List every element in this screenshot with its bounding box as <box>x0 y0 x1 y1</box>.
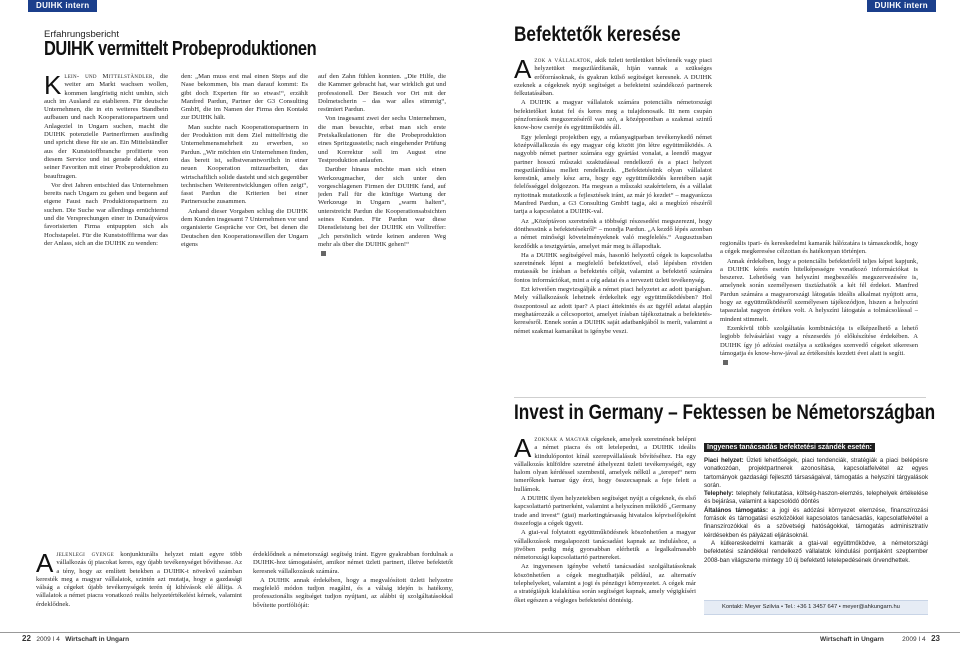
footer <box>820 636 884 643</box>
footer-rule <box>480 632 960 633</box>
article-de-column-2 <box>181 73 308 295</box>
article-hu-cont-column-2 <box>253 551 453 629</box>
sidebar-label: Piaci helyzet: <box>704 457 744 464</box>
paragraph: akik üzleti területüket bővítenék vagy piaci helyzetüket megszilárdítanák, hiján vannak a szükséges erőforrásoknak, és gyakran külső segítséget keresnek. A DUIHK ezeknek a cégeknek nyújt segítséget a befektetni szándékozó partnerek felkutatásában. <box>514 57 712 98</box>
paragraph: A DUIHK ilyen helyzetekben segítséget nyújt a cégeknek, és első kapcsolattartó partnerként, valamint a helyszínen működő „Germany trade and invest“ (gtai) marketingtársaság hivatalos képviselőjeként összefogja a cégek ügyeit. <box>514 495 696 527</box>
paragraph: A DUIHK annak érdekében, hogy a megvalósított üzleti helyzetre megfelelő módon tudjon reagálni, és a válság idején is hatékony, professzionális segítséget tudjon nyújtani, az alábbi új szolgáltatásokkal bővítette portfólióját: <box>253 576 453 609</box>
sidebar-label: Általános támogatás: <box>704 506 768 514</box>
end-mark <box>321 251 326 256</box>
right-page <box>480 0 960 647</box>
issue: 2009 I 4 <box>36 636 60 643</box>
paragraph: Egy jelenlegi projektben egy, a műanyagiparban tevékenykedő német középvállalkozás és egy magyar cég között jön létre együttműködés. A nagyobb német partner számára egy gyártási vonalat, a leendő magyar partner hosszú műszaki szaktudással rendelkező és a piaci helyzet megszilárdítása mellett rendelkezik. „Befektetésünk olyan vállalatot keresünk, amely kész arra, hogy egy együttműködés keretében saját felelősséggel dolgozzon. Ha megvan a műszaki szakértelem, és a vállalat nyitottnak mutatkozik a fejlesztések iránt, az már jó kezdet“ – magyarázza Manfred Pardun, a G3 Consulting GmbH tagja, aki a megbízó részéről tartja a kapcsolatot a DUIHK-val. <box>514 133 712 216</box>
section-tab: DUIHK intern <box>28 0 97 12</box>
paragraph: Ezenkívül több szolgáltatás kombinációja is elképzelhető a lehető legjobb felvásárlási vagy a részesedés jó előkészítése érdekében. A DUIHK így jó adózási osztálya a szükséges szenvedő cégeket sikeresen támogatja és know-how-jával az értékesítés kezdeti évei alatt is segíti. <box>720 324 918 357</box>
end-mark <box>723 360 728 365</box>
lead-in: zoknak a magyar <box>534 436 590 443</box>
article-de-column-1 <box>44 73 168 295</box>
headline-de: DUIHK vermittelt Probeproduktionen <box>44 38 317 60</box>
paragraph: Darüber hinaus möchte man sich einen Werkzeugmacher, der sich unter den vorgeschlagenen Firmen der DUIHK fand, auf jeden Fall für die künftige Wartung der Werkzeuge in Ungarn „warm halten“, unterstreicht Pardun die Kooperationsabsichten seines Kunden. Für Pardun war diese Dienstleistung bei der DUIHK ein Volltreffer: „Ich persönlich würde keinen anderen Weg mehr als über die DUIHK gehen!“ <box>318 166 446 248</box>
sidebar-title: Ingyenes tanácsadás befektetési szándék esetén: <box>704 443 875 452</box>
footer <box>22 634 129 643</box>
page-number: 23 <box>931 634 940 643</box>
headline-invest-in-germany: Invest in Germany – Fektessen be Németországban <box>514 401 936 424</box>
paragraph: Ha a DUIHK segítségével más, hasonló helyzetű cégek is kapcsolatba szeretnének lépni a megfelelő befektetővel, első lépésben röviden mutassák be írásban a befektetés célját, valamint a befektető számára fontos információkat, mint a cég adatai és a tervezett üzleti tevékenység. <box>514 251 712 284</box>
paragraph: Von insgesamt zwei der sechs Unternehmen, die man besuchte, erbat man sich erste Preiskalkulationen für die Probeproduktion eines Spritzgussteils; nach eingehender Prüfung und Korrektur soll im August eine Testproduktion anlaufen. <box>318 115 446 164</box>
info-sidebar <box>704 436 928 629</box>
article-de-column-3 <box>318 73 446 295</box>
paragraph: Annak érdekében, hogy a potenciális befektetőről teljes képet kapjunk, a DUIHK kérés esetén hitelképességre vonatkozó információkat is beszerez. Lehetőség van helyszíni megbeszélés megszervezésére is, amelynek során személyesen tisztázhatók a két fél érdekei. Manfred Pardun számára a magyarországi látogatás ideális alkalmat nyújtott arra, hogy az együttműködésről személyesen tájékozódjon, hiszen a helyszíni tapasztalat nagyon értékes volt. A helyszíni látogatás a tolmácsolással – mindent stimmelt. <box>720 257 918 323</box>
dropcap: A <box>514 436 532 463</box>
footer-right <box>902 634 940 643</box>
lead-in: lein- und Mittelständler, <box>64 73 155 80</box>
paragraph: Az „Középtávon szeretnénk a többségi részesedést megszerezni, hogy dönthessünk a befektetésekről“ – mondja Pardun. „A kezdő lépés azonban a német minőségi követelményeknek való megfelelés.“ Augusztusban kezdődik a tesztgyártás, amelyet már meg is állapodtak. <box>514 217 712 250</box>
sidebar-text: telephely felkutatása, költség-haszon-elemzés, telephelyek értékelése és bejárása, valamint a kapcsolódó döntés <box>704 490 928 506</box>
paragraph: Man suchte nach Kooperationspartnern in der Produktion mit dem Ziel mittelfristig die Unternehmensmehrheit zu erwerben, so Pardun. „Wir möchten ein Unternehmen finden, das bereit ist, selbstverantwortlich in einer neuen Kooperation mitzuarbeiten, das wirtschaftlich solide dasteht und sich gegenüber technischen Weiterentwicklungen offen zeigt“, fasst Pardun die Kriterien bei einer Partnersuche zusammen. <box>181 123 308 206</box>
article-investors-column-2 <box>720 240 918 388</box>
issue: 2009 I 4 <box>902 636 926 643</box>
paragraph: regionális ipari- és kereskedelmi kamarák hálózatára is támaszkodik, hogy a cégek megkeresése célzottan és hatékonyan történjen. <box>720 240 918 256</box>
paragraph: Vor drei Jahren entschied das Unternehmen bereits nach Ungarn zu gehen und begann auf eigene Faust nach Produktionspartnern zu suchen. Die Suche war allerdings ernüchternd und die Versprechungen einer in Dunaújváros favorisierten Firma entpuppten sich als Hochstapelei. Für die Kunststofffirma war das der Anlass, sich an die DUIHK zu wenden: <box>44 181 168 247</box>
page-number: 22 <box>22 634 31 643</box>
sidebar-text: Üzleti lehetőségek, piaci tendenciák, stratégiák a piaci belépésre vonatkozóan, projektpartnerek azonosítása, kapcsolatfelvétel az egyes tartományok gazdasági fejlesztő társaságaival, támogatás a helyszíni tárgyalások során. <box>704 457 928 489</box>
magazine-name: Wirtschaft in Ungarn <box>820 636 884 643</box>
paragraph: Ezt követően megvizsgálják a német piaci helyzetet az adott iparágban. Mely vállalkozások lehetnek érdekeltek egy együttműködésben? Hol összpontosul az adott ipar? A piaci áttekintés és az ügyfél adatai alapján meghatározzák a célcsoportot, amelyet írásban tájékoztatnak a befektetés-keresésről. Ennek során a DUIHK saját adatbankjából is merít, valamint a német szakmai kamarákat is igénybe veszi. <box>514 286 712 335</box>
section-tab: DUIHK intern <box>867 0 936 12</box>
contact-bar: Kontakt: Meyer Szilvia • Tel.: +36 1 3457 647 • meyer@ahkungarn.hu <box>704 600 928 615</box>
paragraph: die weiter am Markt wachsen wollen, kommen langfristig nicht umhin, sich auch im Ausland zu etablieren. Für deutsche Unternehmen, die in ein weiteres Standbein aufbauen und nach Kooperationspartnern und Anlageziel in Ungarn suchen, macht die DUIHK potenzielle Partnerfirmen ausfindig und spricht diese für sie an. Ein Mittelständler aus der Kunststoffbranche profitierte von diesem Service und ist gerade dabei, einen seiner Favoriten mit einer Probeproduktion zu beauftragen. <box>44 73 168 180</box>
paragraph: A DUIHK a magyar vállalatok számára potenciális németországi befektetőket kutat fel és keres meg a tulajdonosaik. Itt nem csupán pénzforrások megszerzéséről van szó, a középpontban a szakmai szintű know-how cseréje és együttműködés áll. <box>514 99 712 132</box>
paragraph: auf den Zahn fühlen konnten. „Die Hilfe, die die Kammer gebracht hat, war wirklich gut und professionell. Der Besuch vor Ort mit der Dolmetscherin – das war alles stimmig“, resümiert Pardun. <box>318 73 446 114</box>
section-divider <box>514 397 926 398</box>
paragraph: den: „Man muss erst mal einen Steps auf die Nase bekommen, bis man darauf kommt: Es gibt doch Experten für so etwas!“, erzählt Manfred Pardun, Partner der G3 Consulting GmbH, die im Namen der Firma den Kontakt zur DUIHK hält. <box>181 73 308 122</box>
article-hu-cont-column-1 <box>36 551 242 629</box>
paragraph: A gtai-val folytatott együttműködésnek köszönhetően a magyar vállalkozások megalapozott tanácsadást kapnak az induláshoz, a jövőben pedig még gyorsabban elérhetik a legalkalmasabb németországi kapcsolattartó partnereket. <box>514 529 696 562</box>
kicker: Erfahrungsbericht <box>44 29 119 40</box>
dropcap: A <box>514 57 532 84</box>
paragraph: érdeklődnek a németországi segítség iránt. Egyre gyakrabban fordulnak a DUIHK-hoz támogatásért, amikor német üzleti partnert, illetve befektetőt keresnek vállalkozásuk számára. <box>253 551 453 575</box>
lead-in: zok a vállalatok, <box>534 57 593 64</box>
footer-rule <box>0 632 480 633</box>
headline-investors: Befektetők keresése <box>514 23 681 46</box>
sidebar-body <box>704 457 928 565</box>
paragraph: cégeknek, amelyek szeretnének belépni a német piacra és ott letelepedni, a DUIHK ideális kiindulópontot kínál szerepvállalásuk bővítéséhez. Ha egy vállalkozás külföldre szeretné áthelyezni üzleti tevékenységét, egy halom olyan kérdéssel szembesül, amelyek nélkül a „terepet“ nem ismerőknek hamar úgy érzi, hogy összecsapnak a feje felett a hullámok. <box>514 436 696 493</box>
lead-in: jelenlegi gyenge <box>56 551 114 558</box>
paragraph: Anhand dieser Vorgaben schlug die DUIHK dem Kunden insgesamt 7 Unternehmen vor und organisierte Gespräche vor Ort, bei denen die Deutschen den Kooperationswillen der Ungarn eigens <box>181 207 308 248</box>
sidebar-text: a jogi és adózási környezet elemzése, finanszírozási források és támogatási eszközökkel kapcsolatos tanácsadás, kapcsolatfelvétel a finanszírozókkal és a szövetségi hatóságokkal, támogatás adminisztratív kérdésekben és pályázati eljárásoknál. <box>704 506 928 539</box>
dropcap: K <box>44 73 62 100</box>
article-investors-column-1 <box>514 57 712 388</box>
article-invest-column-1 <box>514 436 696 629</box>
paragraph: Az ingyenesen igénybe vehető tanácsadási szolgáltatásoknak köszönhetően a cégek megtudhatják például, az alternatív telephelyeket, valamint a jogi és pénzügyi környezetet. A cégek már a stratégiájuk kialakítása során segítséget kapnak, amely végigkíséri őket egészen a végleges befektetési döntésig. <box>514 563 696 604</box>
magazine-name: Wirtschaft in Ungarn <box>65 636 130 643</box>
sidebar-text: A külkereskedelmi kamarák a gtai-val együttműködve, a németországi befektetési szándékkal rendelkező vállalatok kiindulási pontjaként szeptember 2008-ban világszerte mintegy 10 új befektető letelepedésének örvendhettek. <box>704 539 928 564</box>
paragraph: konjunkturális helyzet miatt egyre több vállalkozás új piacokat keres, egy újabb tevékenységet bővíthesse. Az a tény, hogy az említett betekben a DUIHK-t növekvő számban keresték meg a magyar vállalatok, szintén azt mutatja, hogy a gazdasági válság a cégeket újabb tevékenységek terén új kihívások elé állítja. A vállalatok a német piacra vonatkozó reális helyzetértékelést kérnek, valamint érdeklődnek. <box>36 551 242 608</box>
dropcap: A <box>36 551 54 578</box>
sidebar-label: Telephely: <box>704 490 734 498</box>
